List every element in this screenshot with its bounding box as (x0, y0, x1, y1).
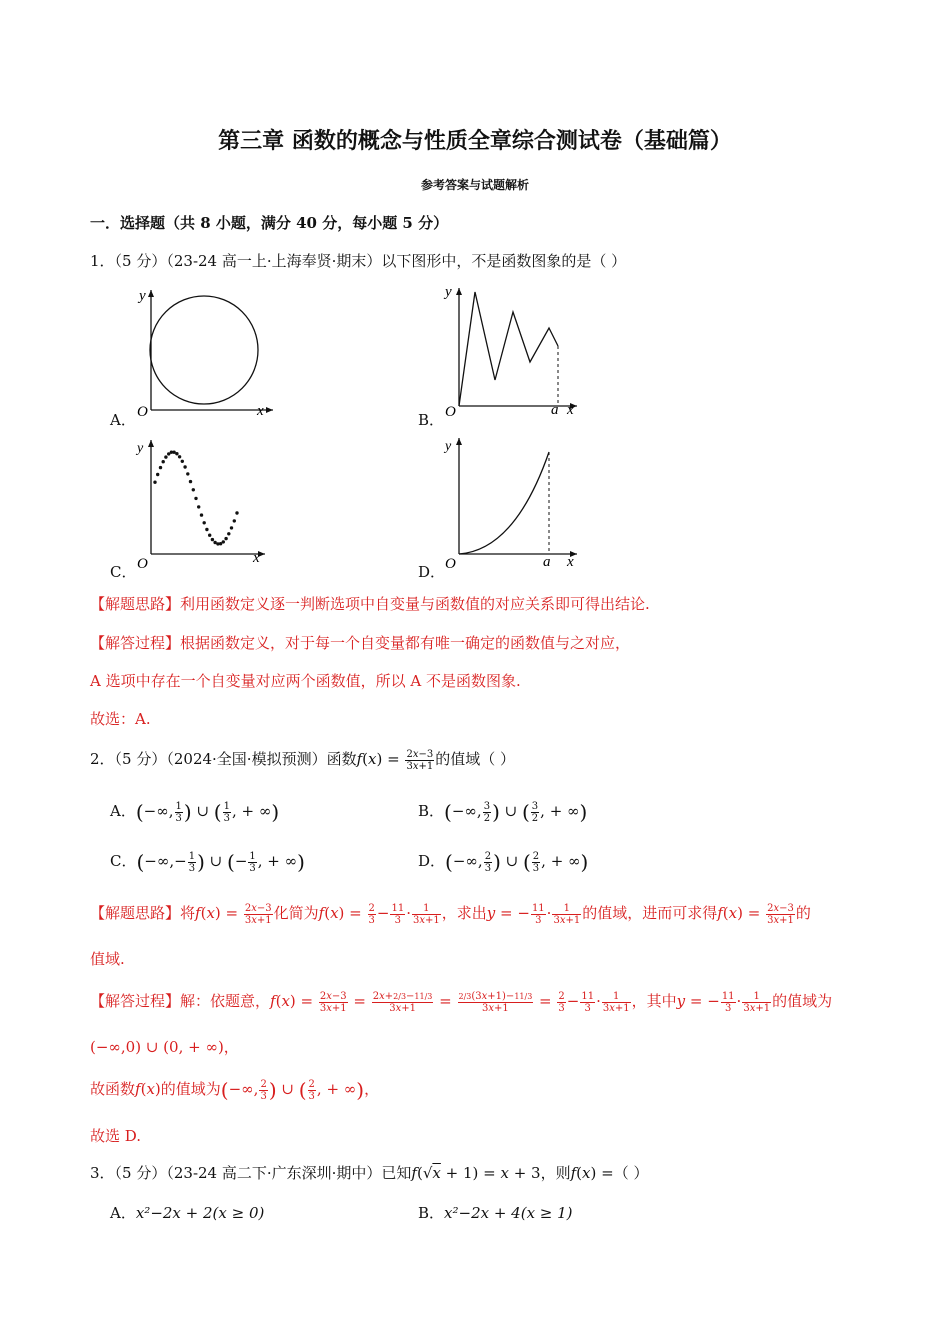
question-1-stem: 1．（5 分）（23-24 高一上·上海奉贤·期末）以下图形中，不是函数图象的是（ ） (90, 252, 627, 270)
graph-a (105, 280, 285, 430)
graph-c-dot (181, 460, 184, 463)
q2-solution-line2: (−∞,0) ∪ (0, + ∞)， (90, 1038, 239, 1056)
q1-analysis: 【解题思路】利用函数定义逐一判断选项中自变量与函数值的对应关系即可得出结论. (90, 595, 650, 613)
graph-b (415, 280, 595, 430)
graph-b-y-label: y (445, 284, 452, 300)
graph-a-y-label: y (139, 288, 146, 304)
graph-a-x-label: x (257, 403, 264, 419)
page-subtitle: 参考答案与试题解析 (420, 178, 529, 192)
graph-a-option-label: A． (110, 411, 136, 429)
q2-option-b[interactable]: B．(−∞, $\frac{3}{2}$ ) ∪ ( $\frac{3}{2}$ , + ∞) (418, 800, 588, 824)
graph-c (105, 432, 285, 572)
q2-option-d[interactable]: D．(−∞, $\frac{2}{3}$ ) ∪ ( $\frac{2}{3}$ , + ∞) (418, 850, 589, 874)
q1-answer: 故选：A. (90, 710, 151, 728)
graph-a-origin-label: O (137, 404, 148, 420)
graph-d-origin-label: O (445, 556, 456, 572)
graph-c-dot (164, 455, 167, 458)
graph-c-dot (203, 521, 206, 524)
graph-b-origin-label: O (445, 404, 456, 420)
graph-c-dot (200, 513, 203, 516)
q2-stem-suffix: 的值域（ ） (435, 750, 515, 768)
q2-solution-line1: 【解答过程】解：依题意，f(x) = $\frac{2x-3}{3x+1}$ = $\frac{2x+2/3-11/3}{3x+1}$ = $\frac{2/3(3x+1)-11/3}{3x+1}$ = $\frac{2}{3}$ − $\frac{11}{3}$ · $\frac{1}{3x+1}$ ，其中y = − $\frac{11}{3}$ · $\frac{1}{3x+1}$ 的值域为 (90, 990, 833, 1014)
graph-c-dot (194, 497, 197, 500)
q2-solution-line3: 故函数f(x)的值域为(−∞, $\frac{2}{3}$ ) ∪ ( $\frac{2}{3}$ , + ∞)， (90, 1078, 380, 1102)
q2-analysis-line1: 【解题思路】将f(x) = $\frac{2x-3}{3x+1}$ 化简为f(x) = $\frac{2}{3}$ − $\frac{11}{3}$ · $\frac{1}{3x+1}$ ，求出y = − $\frac{11}{3}$ · $\frac{1}{3x+1}$ 的值域，进而可求得f(x) = $\frac{2x-3}{3x+1}$ 的 (90, 902, 811, 926)
graph-c-dot (233, 519, 236, 522)
graph-c-x-label: x (253, 550, 260, 566)
q2-analysis-line2: 值域. (90, 950, 125, 968)
q1-solution-line2: A 选项中存在一个自变量对应两个函数值，所以 A 不是函数图象. (90, 672, 521, 690)
graph-d-option-label: D． (418, 563, 446, 581)
graph-d (415, 432, 595, 572)
graph-c-dot (162, 460, 165, 463)
graph-d-x-label: x (567, 554, 574, 570)
graph-c-y-label: y (137, 441, 144, 456)
q2-answer: 故选 D. (90, 1127, 142, 1145)
graph-c-dot (183, 465, 186, 468)
graph-d-y-label: y (445, 439, 452, 454)
graph-c-dot (235, 511, 238, 514)
graph-c-dot (159, 466, 162, 469)
graph-c-dot (211, 538, 214, 541)
page-title: 第三章 函数的概念与性质全章综合测试卷（基础篇） (218, 128, 732, 154)
q3-option-b[interactable]: B．x²−2x + 4(x ≥ 1) (418, 1204, 573, 1222)
graph-c-dot (189, 480, 192, 483)
graph-c-dot (153, 481, 156, 484)
q2-option-a[interactable]: A．(−∞, $\frac{1}{3}$ ) ∪ ( $\frac{1}{3}$ , + ∞) (110, 800, 280, 824)
graph-c-dot (230, 526, 233, 529)
graph-b-x-label: x (567, 402, 574, 418)
q2-stem-prefix: 2．（5 分）（2024·全国·模拟预测）函数 (90, 750, 357, 768)
graph-c-dot (208, 534, 211, 537)
graph-c-dot (197, 505, 200, 508)
question-3-stem: 3．（5 分）（23-24 高二下·广东深圳·期中）已知f(√x + 1) = x + 3，则f(x) =（ ） (90, 1164, 649, 1182)
graph-c-dot (156, 473, 159, 476)
graph-b-a-label: a (551, 402, 559, 418)
graph-c-dot (205, 528, 208, 531)
graph-c-origin-label: O (137, 556, 148, 572)
graph-c-dot (192, 488, 195, 491)
graph-c-dots (153, 451, 238, 546)
graph-c-dot (175, 452, 178, 455)
graph-c-dot (224, 537, 227, 540)
graph-d-a-label: a (543, 554, 551, 570)
graph-c-option-label: C． (110, 563, 137, 581)
q1-solution-line1: 【解答过程】根据函数定义，对于每一个自变量都有唯一确定的函数值与之对应， (90, 634, 631, 652)
graph-c-dot (178, 455, 181, 458)
q3-option-a[interactable]: A．x²−2x + 2(x ≥ 0) (110, 1204, 265, 1222)
graph-c-dot (222, 540, 225, 543)
section-heading: 一．选择题（共 8 小题，满分 40 分，每小题 5 分） (90, 214, 449, 232)
graph-c-dot (227, 532, 230, 535)
q2-option-c[interactable]: C．(−∞,− $\frac{1}{3}$ ) ∪ (− $\frac{1}{3}$ , + ∞) (110, 850, 305, 874)
graph-b-option-label: B． (418, 411, 445, 429)
question-2-stem: 2．（5 分）（2024·全国·模拟预测）函数f(x) = $\frac{2x-3}{3x+1}$ 的值域（ ） (90, 748, 515, 772)
graph-c-dot (186, 472, 189, 475)
